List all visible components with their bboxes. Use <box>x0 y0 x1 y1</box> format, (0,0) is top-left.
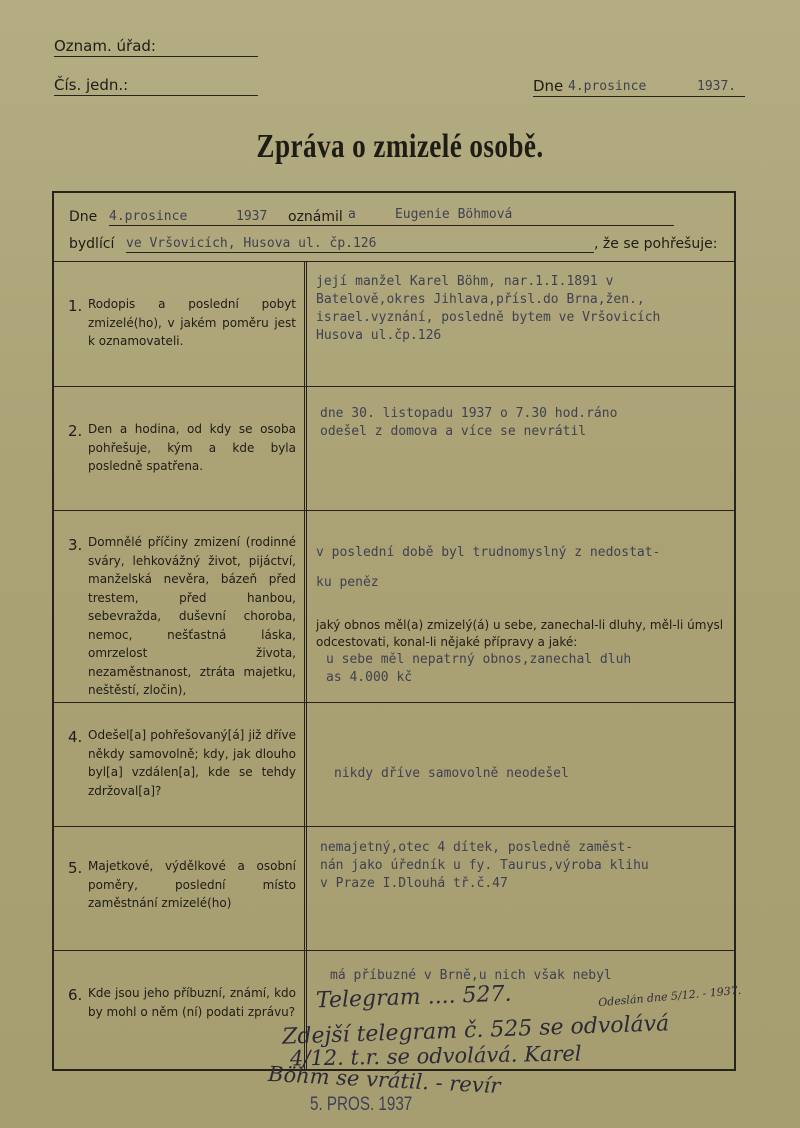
row-3-question: Domnělé příčiny zmizení (rodinné sváry, lehkovážný život, pijáctví, manželská nevěra, bázeň před trestem, před hanbou, sebevražda, duševní choroba, nemoc, nešťastná láska, omrzelost života, nezaměstnanost, ztráta majetku, neštěstí, zločin), <box>88 535 296 697</box>
row-separator <box>54 510 734 511</box>
row-5-number: 5. <box>68 859 83 877</box>
handwriting-line-1-right: Odeslán dne 5/12. - 1937. <box>597 983 742 1010</box>
ref-label: Čís. jedn.: <box>54 76 129 94</box>
row-1-question: Rodopis a poslední pobyt zmizelé(ho), v jakém poměru jest k oznamovateli. <box>88 297 296 348</box>
intro-day-value: 4.prosince <box>109 209 188 224</box>
date-stamp: 5. PROS. 1937 <box>310 1094 413 1115</box>
row-6-number: 6. <box>68 986 83 1004</box>
row-3-answer: v poslední době byl trudnomyslný z nedostat- ku peněz <box>316 545 661 590</box>
row-1-number: 1. <box>68 297 83 315</box>
intro-missing-label: , že se pohřešuje: <box>594 236 718 252</box>
date-underline <box>533 96 745 97</box>
report-form <box>52 191 736 1071</box>
row-6-question: Kde jsou jeho příbuzní, známí, kdo by mohl o něm (ní) podati zprávu? <box>88 986 296 1019</box>
row-3-sub-answer: u sebe měl nepatrný obnos,zanechal dluh as 4.000 kč <box>326 652 632 685</box>
row-separator <box>54 386 734 387</box>
row-separator <box>54 950 734 951</box>
intro-day-label: Dne <box>69 209 98 225</box>
intro-reported-label: oznámil <box>288 209 343 225</box>
intro-underline-1 <box>109 225 674 226</box>
row-4-number: 4. <box>68 728 83 746</box>
intro-block <box>54 193 734 262</box>
intro-residence-label: bydlící <box>69 236 115 252</box>
handwriting-line-2: Zdejší telegram č. 525 se odvolává <box>281 1011 670 1050</box>
intro-reporter-value: a Eugenie Böhmová <box>348 207 513 222</box>
intro-residence-value: ve Vršovicích, Husova ul. čp.126 <box>126 236 377 251</box>
date-label: Dne <box>533 77 564 95</box>
row-separator <box>54 702 734 703</box>
document-title: Zpráva o zmizelé osobě. <box>256 128 544 165</box>
row-4-answer: nikdy dříve samovolně neodešel <box>334 766 569 781</box>
row-5-answer: nemajetný,otec 4 dítek, posledně zaměst- nán jako úředník u fy. Taurus,výroba klihu v Praze I.Dlouhá tř.č.47 <box>320 840 649 891</box>
date-value: 4.prosince <box>568 79 647 94</box>
row-2-number: 2. <box>68 422 83 440</box>
intro-year-value: 1937 <box>236 209 268 224</box>
row-2-answer: dne 30. listopadu 1937 o 7.30 hod.ráno odešel z domova a více se nevrátil <box>320 406 618 439</box>
office-label: Oznam. úřad: <box>54 37 156 55</box>
row-2-question: Den a hodina, od kdy se osoba pohřešuje, kým a kde byla posledně spatřena. <box>88 422 296 473</box>
handwriting-line-4: Böhm se vrátil. - revír <box>267 1061 502 1099</box>
row-5-question: Majetkové, výdělkové a osobní poměry, poslední místo zaměstnání zmizelé(ho) <box>88 859 296 910</box>
ref-underline <box>54 95 258 96</box>
office-underline <box>54 56 258 57</box>
row-3-sub-question: jaký obnos měl(a) zmizelý(á) u sebe, zanechal-li dluhy, měl-li úmysl odcestovati, konal-li nějaké přípravy a jaké: <box>316 618 724 649</box>
year-value: 1937. <box>697 79 737 94</box>
handwriting-line-3: 4/12. t.r. se odvolává. Karel <box>289 1041 582 1071</box>
row-6-answer: má příbuzné v Brně,u nich však nebyl <box>330 968 612 983</box>
handwriting-line-1: Telegram .... 527. <box>315 981 512 1014</box>
row-separator <box>54 826 734 827</box>
row-1-answer: její manžel Karel Böhm, nar.1.I.1891 v Batelově,okres Jihlava,přísl.do Brna,žen., israel.vyznání, posledně bytem ve Vršovicích Husova ul.čp.126 <box>316 274 661 343</box>
row-4-question: Odešel[a] pohřešovaný[á] již dříve někdy samovolně; kdy, jak dlouho byl[a] vzdálen[a], kde se tehdy zdržoval[a]? <box>88 728 296 798</box>
row-3-number: 3. <box>68 536 83 554</box>
intro-underline-2 <box>126 252 594 253</box>
